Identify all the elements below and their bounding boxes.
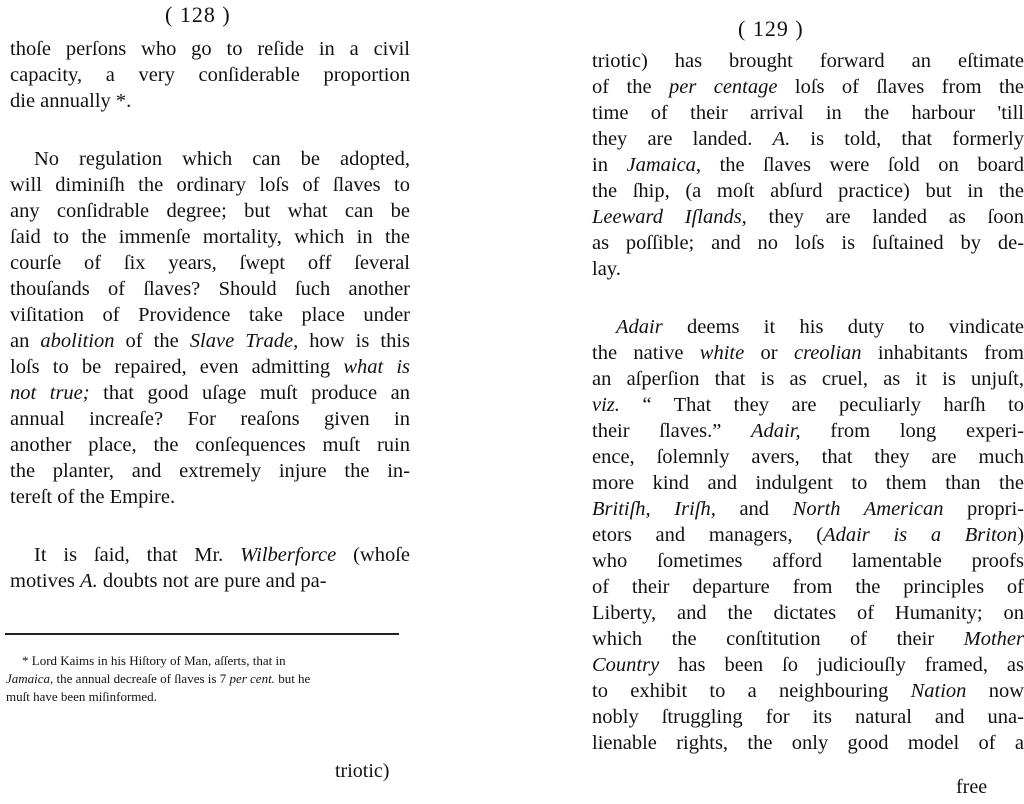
text-line: an aſperſion that is as cruel, as it is unjuſt, [592, 368, 1024, 390]
text-line: they are landed. A. is told, that formerly [592, 128, 1024, 150]
footnote-line: * Lord Kaims in his Hiſtory of Man, aſſerts, that in [22, 653, 286, 668]
text-line: tereſt of the Empire. [10, 486, 176, 508]
text-line: of the per centage loſs of ſlaves from the [592, 76, 1024, 98]
text-line: Leeward Iſlands, they are landed as ſoon [592, 206, 1024, 228]
text-line: more kind and indulgent to them than the [592, 472, 1024, 494]
text-line: etors and managers, (Adair is a Briton) [592, 524, 1024, 546]
text-line: viſitation of Providence take place under [10, 304, 410, 326]
text-line: It is ſaid, that Mr. Wilberforce (whoſe [34, 544, 410, 566]
text-line: to exhibit to a neighbouring Nation now [592, 680, 1024, 702]
text-line: thoſe perſons who go to reſide in a civil [10, 38, 410, 60]
text-line: time of their arrival in the harbour 'till [592, 102, 1024, 124]
text-line: No regulation which can be adopted, [34, 148, 410, 170]
text-line: in Jamaica, the ſlaves were ſold on board [592, 154, 1024, 176]
text-line: triotic) has brought forward an eſtimate [592, 50, 1024, 72]
text-line: lay. [592, 258, 621, 280]
text-line: of their departure from the principles of [592, 576, 1024, 598]
text-line: nobly ſtruggling for its natural and una- [592, 706, 1024, 728]
text-line: viz. “ That they are peculiarly harſh to [592, 394, 1024, 416]
text-line: capacity, a very conſiderable proportion [10, 64, 410, 86]
text-line: die annually *. [10, 90, 132, 112]
page-number-right: ( 129 ) [738, 16, 804, 41]
text-line: another place, the conſequences muſt ruin [10, 434, 410, 456]
text-line: will diminiſh the ordinary loſs of ſlaves to [10, 174, 410, 196]
text-line: an abolition of the Slave Trade, how is this [10, 330, 410, 352]
text-line: which the conſtitution of their Mother [592, 628, 1024, 650]
text-line: Britiſh, Iriſh, and North American propri- [592, 498, 1024, 520]
page-number-left: ( 128 ) [165, 2, 231, 27]
text-line: thouſands of ſlaves? Should ſuch another [10, 278, 410, 300]
footnote-rule [5, 633, 399, 635]
text-line: as poſſible; and no loſs is ſuſtained by de- [592, 232, 1024, 254]
text-line: courſe of ſix years, ſwept off ſeveral [10, 252, 410, 274]
text-line: motives A. doubts not are pure and pa- [10, 570, 327, 592]
catchword-left: triotic) [335, 760, 390, 782]
footnote-line: Jamaica, the annual decreaſe of ſlaves is 7 per cent. but he [6, 671, 311, 686]
text-line: Liberty, and the dictates of Humanity; on [592, 602, 1024, 624]
text-line: Country has been ſo judiciouſly framed, as [592, 654, 1024, 676]
left-page [0, 0, 440, 804]
text-line: loſs to be repaired, even admitting what is [10, 356, 410, 378]
right-page [560, 0, 1024, 804]
text-line: ence, ſolemnly avers, that they are much [592, 446, 1024, 468]
text-line: their ſlaves.” Adair, from long experi- [592, 420, 1024, 442]
text-line: the ſhip, (a moſt abſurd practice) but in the [592, 180, 1024, 202]
text-line: any conſidrable degree; but what can be [10, 200, 410, 222]
text-line: Adair deems it his duty to vindicate [616, 316, 1024, 338]
text-line: lienable rights, the only good model of a [592, 732, 1024, 754]
catchword-right: free [956, 776, 988, 798]
text-line: the native white or creolian inhabitants from [592, 342, 1024, 364]
footnote-line: muſt have been miſinformed. [6, 689, 157, 704]
text-line: not true; that good uſage muſt produce an [10, 382, 411, 404]
text-line: ſaid to the immenſe mortality, which in the [10, 226, 410, 248]
text-line: annual increaſe? For reaſons given in [10, 408, 410, 430]
text-line: who ſometimes afford lamentable proofs [592, 550, 1024, 572]
text-line: the planter, and extremely injure the in- [10, 460, 410, 482]
